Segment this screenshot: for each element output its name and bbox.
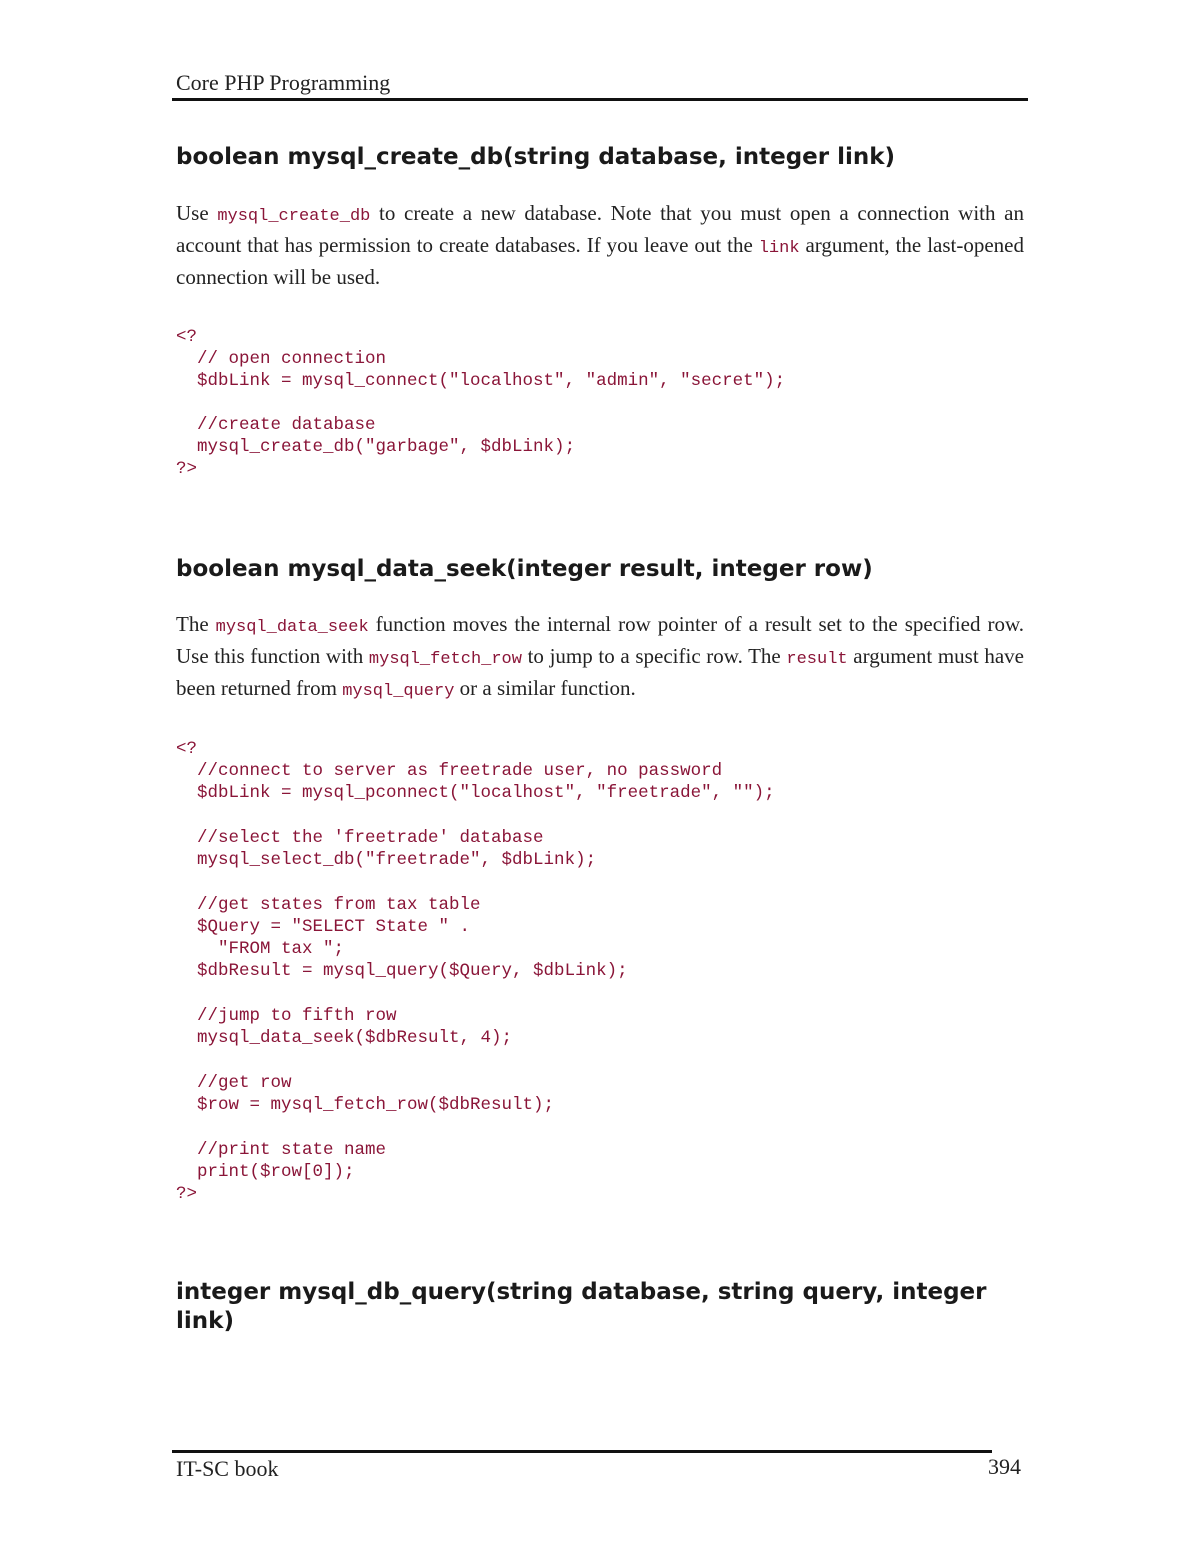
code-line: //print state name — [176, 1140, 387, 1160]
function-heading-create-db: boolean mysql_create_db(string database, integer link) — [176, 144, 896, 170]
text-run: or a similar function. — [454, 676, 636, 700]
footer-book-title: IT-SC book — [176, 1456, 279, 1481]
text-run: to create a new database. Note that you must open a connection with an account that has permission to create databases. If you leave out the — [176, 201, 1024, 257]
function-heading-data-seek: boolean mysql_data_seek(integer result, integer row) — [176, 556, 873, 582]
code-line: //connect to server as freetrade user, no password — [176, 761, 723, 781]
inline-code: mysql_data_seek — [215, 618, 369, 637]
function-heading-db-query: integer mysql_db_query(string database, string query, integer link) — [176, 1279, 987, 1334]
code-line: "FROM tax "; — [176, 939, 345, 959]
code-line: print($row[0]); — [176, 1162, 355, 1182]
code-blank-line — [176, 982, 775, 1005]
code-block-data-seek — [176, 738, 775, 1205]
text-run: function moves the internal row pointer of a result set to the specified row. Use this function with — [176, 612, 1025, 668]
text-run: The — [176, 612, 216, 636]
code-line: //create database — [176, 415, 376, 435]
code-block-create-db — [176, 326, 785, 480]
code-line: //jump to fifth row — [176, 1006, 397, 1026]
paragraph-data-seek — [176, 610, 1024, 706]
code-line: <? — [176, 739, 198, 759]
code-blank-line — [176, 871, 775, 894]
header-rule — [172, 98, 1028, 101]
inline-code: link — [758, 239, 800, 258]
code-line: $Query = "SELECT State " . — [176, 917, 471, 937]
inline-code: mysql_create_db — [217, 207, 371, 226]
code-line: $row = mysql_fetch_row($dbResult); — [176, 1095, 555, 1115]
code-line: mysql_create_db("garbage", $dbLink); — [176, 437, 576, 457]
code-line: //get states from tax table — [176, 895, 481, 915]
running-header: Core PHP Programming — [176, 70, 391, 95]
code-line: // open connection — [176, 349, 387, 369]
text-run: argument must have been returned from — [176, 644, 1024, 700]
code-blank-line — [176, 804, 775, 827]
inline-code: mysql_query — [342, 682, 455, 701]
page-number: 394 — [988, 1454, 1021, 1479]
code-line: <? — [176, 327, 198, 347]
code-line: //select the 'freetrade' database — [176, 828, 544, 848]
footer-rule — [172, 1450, 992, 1453]
code-blank-line — [176, 1049, 775, 1072]
code-line: ?> — [176, 1184, 198, 1204]
code-line: //get row — [176, 1073, 292, 1093]
code-line: ?> — [176, 459, 198, 479]
code-line: mysql_select_db("freetrade", $dbLink); — [176, 850, 597, 870]
code-line: $dbResult = mysql_query($Query, $dbLink); — [176, 961, 628, 981]
code-line: $dbLink = mysql_connect("localhost", "admin", "secret"); — [176, 371, 786, 391]
code-line: $dbLink = mysql_pconnect("localhost", "freetrade", ""); — [176, 783, 775, 803]
text-run: Use — [176, 201, 218, 225]
paragraph-create-db — [176, 199, 1024, 291]
code-line: mysql_data_seek($dbResult, 4); — [176, 1028, 513, 1048]
inline-code: mysql_fetch_row — [368, 650, 522, 669]
text-run: argument, the last-opened connection will be used. — [176, 233, 1024, 289]
text-run: to jump to a specific row. The — [521, 644, 787, 668]
code-blank-line — [176, 1116, 775, 1139]
code-blank-line — [176, 392, 785, 414]
inline-code: result — [786, 650, 848, 669]
